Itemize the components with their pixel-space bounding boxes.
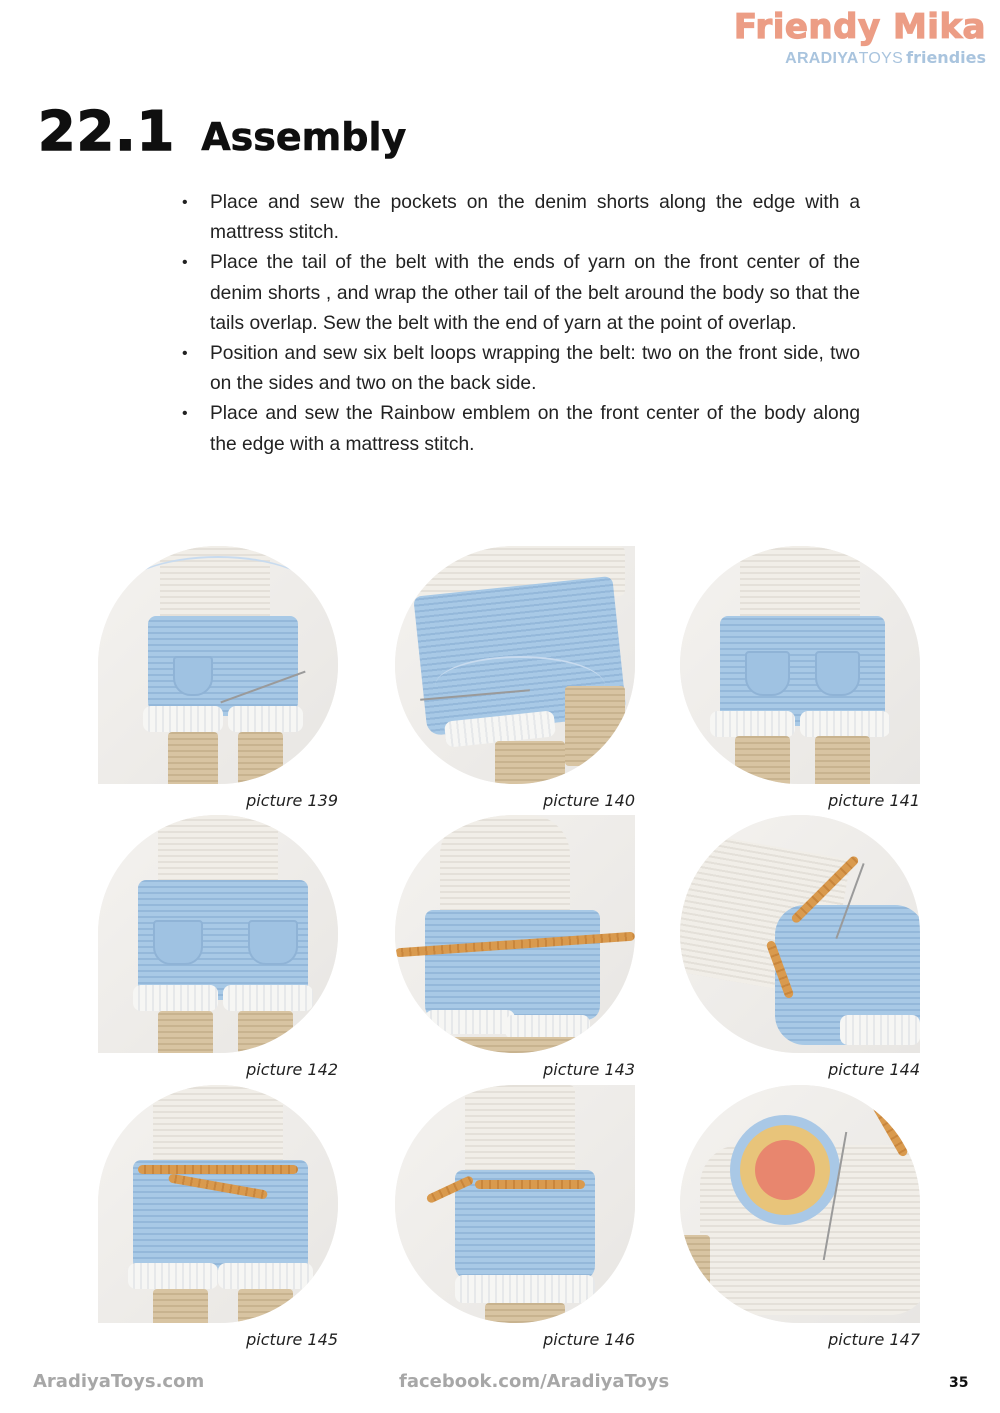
picture-143 (395, 815, 635, 1080)
photo-144 (680, 815, 920, 1053)
section-number: 22.1 (38, 100, 176, 163)
instruction-item: • Place the tail of the belt with the ends of yarn on the front center of the denim shorts , and wrap the other tail of the belt around the body so that the tails overlap. Sew the belt with the end of yarn at the point of overlap. (180, 248, 860, 339)
brand-sub-aradiya: ARADIYA (785, 50, 859, 67)
picture-147 (680, 1085, 920, 1350)
picture-141 (680, 546, 920, 811)
picture-caption: picture 140 (543, 791, 635, 810)
instruction-item: • Position and sew six belt loops wrapping the belt: two on the front side, two on the sides and two on the back side. (180, 339, 860, 399)
section-title: Assembly (201, 115, 407, 159)
photo-141 (680, 546, 920, 784)
instruction-item: • Place and sew the pockets on the denim shorts along the edge with a mattress stitch. (180, 188, 860, 248)
picture-caption: picture 147 (828, 1330, 920, 1349)
website-link[interactable]: AradiyaToys.com (33, 1371, 205, 1392)
photo-140 (395, 546, 635, 784)
photo-143 (395, 815, 635, 1053)
picture-caption: picture 143 (543, 1060, 635, 1079)
photo-139 (98, 546, 338, 784)
picture-144 (680, 815, 920, 1080)
picture-caption: picture 142 (246, 1060, 338, 1079)
brand-title: Friendy Mika (733, 7, 986, 47)
picture-caption: picture 146 (543, 1330, 635, 1349)
picture-caption: picture 141 (828, 791, 920, 810)
brand-sub-toys: TOYS (858, 50, 904, 67)
photo-145 (98, 1085, 338, 1323)
picture-caption: picture 145 (246, 1330, 338, 1349)
instruction-list (180, 188, 860, 460)
picture-140 (395, 546, 635, 811)
photo-142 (98, 815, 338, 1053)
picture-142 (98, 815, 338, 1080)
picture-caption: picture 144 (828, 1060, 920, 1079)
picture-139 (98, 546, 338, 811)
photo-147 (680, 1085, 920, 1323)
photo-146 (395, 1085, 635, 1323)
instruction-item: • Place and sew the Rainbow emblem on the front center of the body along the edge with a mattress stitch. (180, 399, 860, 459)
brand-logo (734, 8, 986, 69)
facebook-link[interactable]: facebook.com/AradiyaToys (399, 1371, 670, 1392)
picture-146 (395, 1085, 635, 1350)
section-heading (38, 100, 406, 163)
brand-sub-friendies: friendies (906, 48, 986, 67)
picture-caption: picture 139 (246, 791, 338, 810)
page-number: 35 (949, 1375, 969, 1391)
brand-subtitle (734, 48, 986, 69)
picture-145 (98, 1085, 338, 1350)
